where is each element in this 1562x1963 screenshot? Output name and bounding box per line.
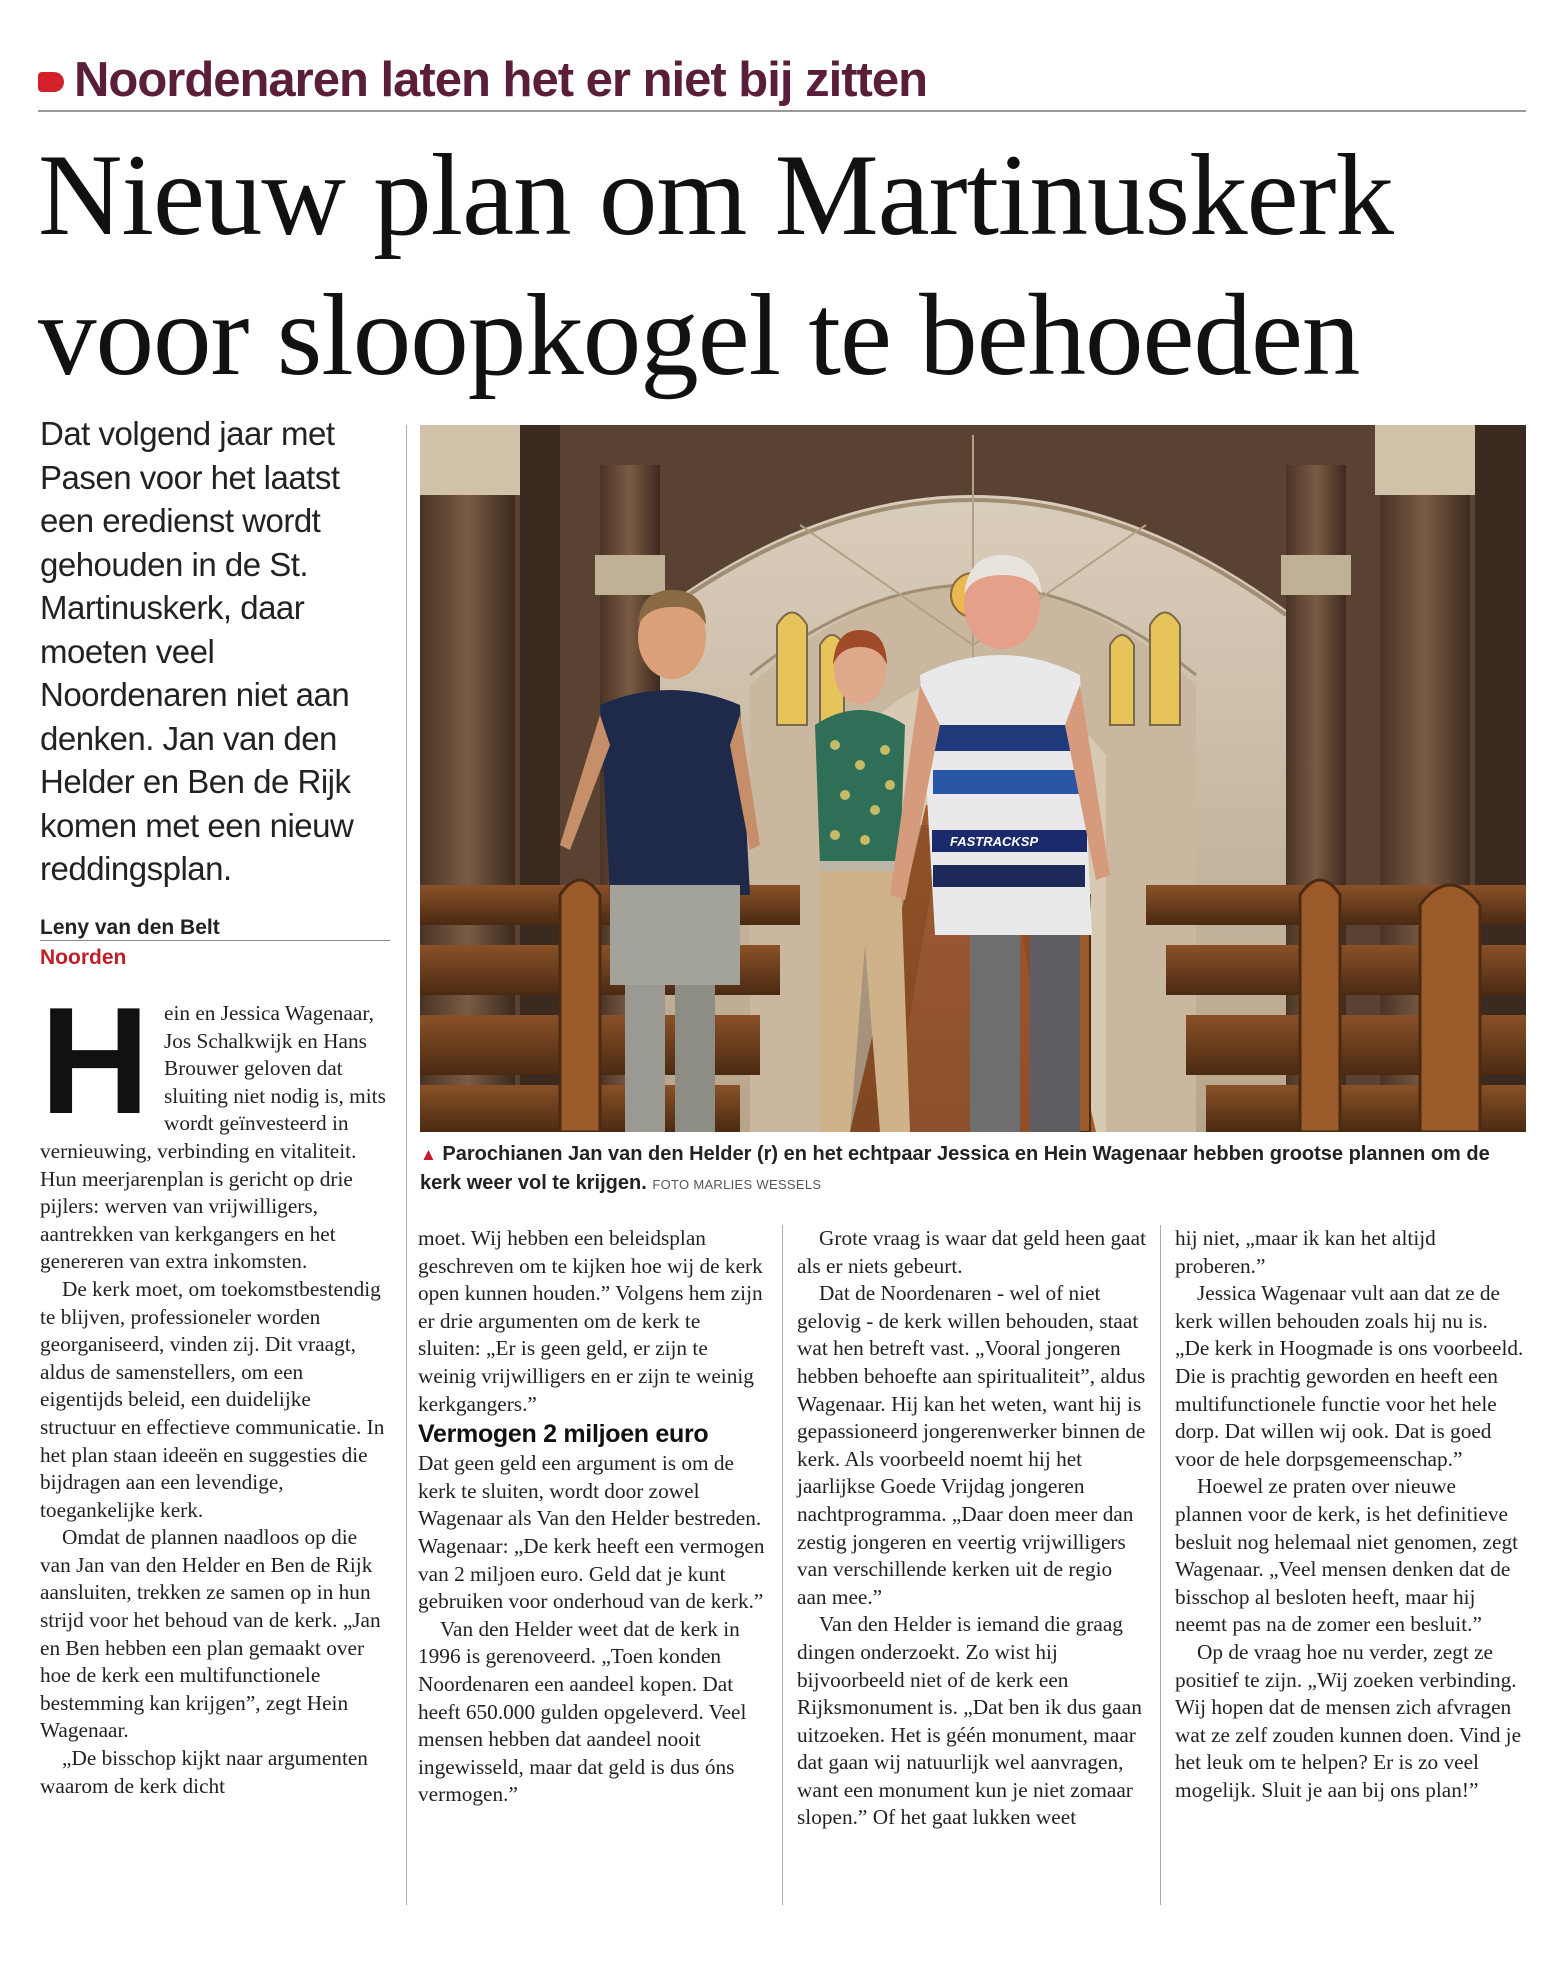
intro-paragraph: Dat volgend jaar met Pasen voor het laatst een eredienst wordt gehouden in de St. Martinuskerk, daar moeten veel Noordenaren niet aan denken. Jan van den Helder en Ben de Rijk komen met een nieuw reddingsplan. (40, 415, 354, 887)
column-divider (1160, 1225, 1161, 1905)
column-divider (782, 1225, 783, 1905)
paragraph: Jessica Wagenaar vult aan dat ze de kerk willen behouden zoals hij nu is. „De kerk in Hoogmade is ons voorbeeld. Die is prachtig geworden en heeft een multifunctionele functie voor het hele dorp. Dat willen wij ook. Dat is goed voor de hele dorpsgemeenschap.” (1175, 1281, 1524, 1471)
paragraph: Hoewel ze praten over nieuwe plannen voor de kerk, is het definitieve besluit nog helemaal niet genomen, zegt Wagenaar. „Veel mensen denken dat de bisschop al besloten heeft, maar hij neemt pas na de zomer een besluit.” (1175, 1474, 1519, 1637)
article-column-1 (40, 976, 390, 1800)
paragraph: hij niet, „maar ik kan het altijd proberen.” (1175, 1226, 1436, 1278)
church-interior-photo (420, 425, 1526, 1132)
headline (38, 126, 1528, 406)
kicker-row (38, 50, 1518, 110)
column-divider (406, 425, 407, 1905)
subheading: Vermogen 2 miljoen euro (418, 1420, 709, 1449)
paragraph: De kerk moet, om toekomstbestendig te blijven, professioneler worden georganiseerd, vinden zij. Dit vraagt, aldus de samenstellers, om een eigentijds beleid, een duidelijke structuur en effectieve communicatie. In het plan staan ideeën en suggesties die bijdragen aan een levendige, toegankelijke kerk. (40, 1276, 385, 1522)
article-column-4 (1175, 1225, 1525, 1804)
kicker-bullet-icon (38, 72, 64, 92)
article-column-3 (797, 1225, 1147, 1832)
paragraph: Dat de Noordenaren - wel of niet gelovig - de kerk willen behouden, staat wat hen betreft vast. „Vooral jongeren hebben behoefte aan spiritualiteit”, aldus Wagenaar. Hij kan het weten, want hij is gepassioneerd jongerenwerker binnen de kerk. Als voorbeeld noemt hij het jaarlijkse Goede Vrijdag jongeren nachtprogramma. „Daar doen meer dan zestig jongeren en veertig vrijwilligers van verschillende kerken uit de regio aan mee.” (797, 1281, 1146, 1609)
byline-author: Leny van den Belt (40, 916, 220, 939)
photo-credit: FOTO MARLIES WESSELS (652, 1177, 822, 1192)
paragraph: Omdat de plannen naadloos op die van Jan van den Helder en Ben de Rijk aansluiten, trekken ze samen op in hun strijd voor het behoud van de kerk. „Jan en Ben hebben een plan gemaakt over hoe de kerk een multifunctionele bestemming kan krijgen”, zegt Hein Wagenaar. (40, 1525, 381, 1743)
shirt-print: FASTRACKSP (950, 834, 1039, 849)
byline-location: Noorden (40, 946, 127, 969)
caption-text: Parochianen Jan van den Helder (r) en het echtpaar Jessica en Hein Wagenaar hebben grootse plannen om de kerk weer vol te krijgen. (420, 1143, 1490, 1194)
headline-line-1: Nieuw plan om Martinuskerk (38, 131, 1393, 260)
lead-text: ein en Jessica Wagenaar, Jos Schalkwijk en Hans Brouwer geloven dat sluiting niet nodig is, mits wordt geïnvesteerd in vernieuwing, verbinding en vitaliteit. Hun meerjarenplan is gericht op drie pijlers: werven van vrijwilligers, aantrekken van kerkgangers en het genereren van extra inkomsten. (40, 1001, 386, 1274)
paragraph: Op de vraag hoe nu verder, zegt ze positief te zijn. „Wij zoeken verbinding. Wij hopen dat de mensen zich afvragen wat ze zelf zouden kunnen doen. Vind je het leuk om te helpen? Er is zo veel mogelijk. Sluit je aan bij ons plan!” (1175, 1639, 1522, 1802)
caption-arrow-icon: ▲ (420, 1145, 437, 1164)
paragraph: Dat geen geld een argument is om de kerk te sluiten, wordt door zowel Wagenaar als Van den Helder bestreden. Wagenaar: „De kerk heeft een vermogen van 2 miljoen euro. Geld dat je kunt gebruiken voor onderhoud van de kerk.” (418, 1451, 765, 1614)
paragraph: „De bisschop kijkt naar argumenten waarom de kerk dicht (40, 1746, 368, 1798)
headline-line-2: voor sloopkogel te behoeden (38, 271, 1360, 400)
dropcap: H (40, 976, 150, 1146)
byline-divider (40, 940, 390, 941)
paragraph-lead (40, 976, 390, 1276)
photo-caption (420, 1140, 1526, 1199)
paragraph: Van den Helder is iemand die graag dingen onderzoekt. Zo wist hij bijvoorbeeld niet of de kerk een Rijksmonument is. „Dat ben ik dus gaan uitzoeken. Het is géén monument, maar dat gaan wij natuurlijk wel aanvragen, want een monument kun je niet zomaar slopen.” Of het gaat lukken weet (797, 1612, 1142, 1830)
kicker: Noordenaren laten het er niet bij zitten (74, 53, 928, 107)
paragraph: Grote vraag is waar dat geld heen gaat als er niets gebeurt. (797, 1226, 1146, 1278)
kicker-divider (38, 110, 1526, 112)
paragraph: moet. Wij hebben een beleidsplan geschreven om te kijken hoe wij de kerk open kunnen houden.” Volgens hem zijn er drie argumenten om de kerk te sluiten: „Er is geen geld, er zijn te weinig vrijwilligers en er zijn te weinig kerkgangers.” (418, 1226, 763, 1416)
article-column-2 (418, 1225, 768, 1809)
paragraph: Van den Helder weet dat de kerk in 1996 is gerenoveerd. „Toen konden Noordenaren een aandeel kopen. Dat heeft 650.000 gulden opgeleverd. Veel mensen hebben dat aandeel nooit ingewisseld, maar dat geld is dus óns vermogen.” (418, 1616, 747, 1807)
